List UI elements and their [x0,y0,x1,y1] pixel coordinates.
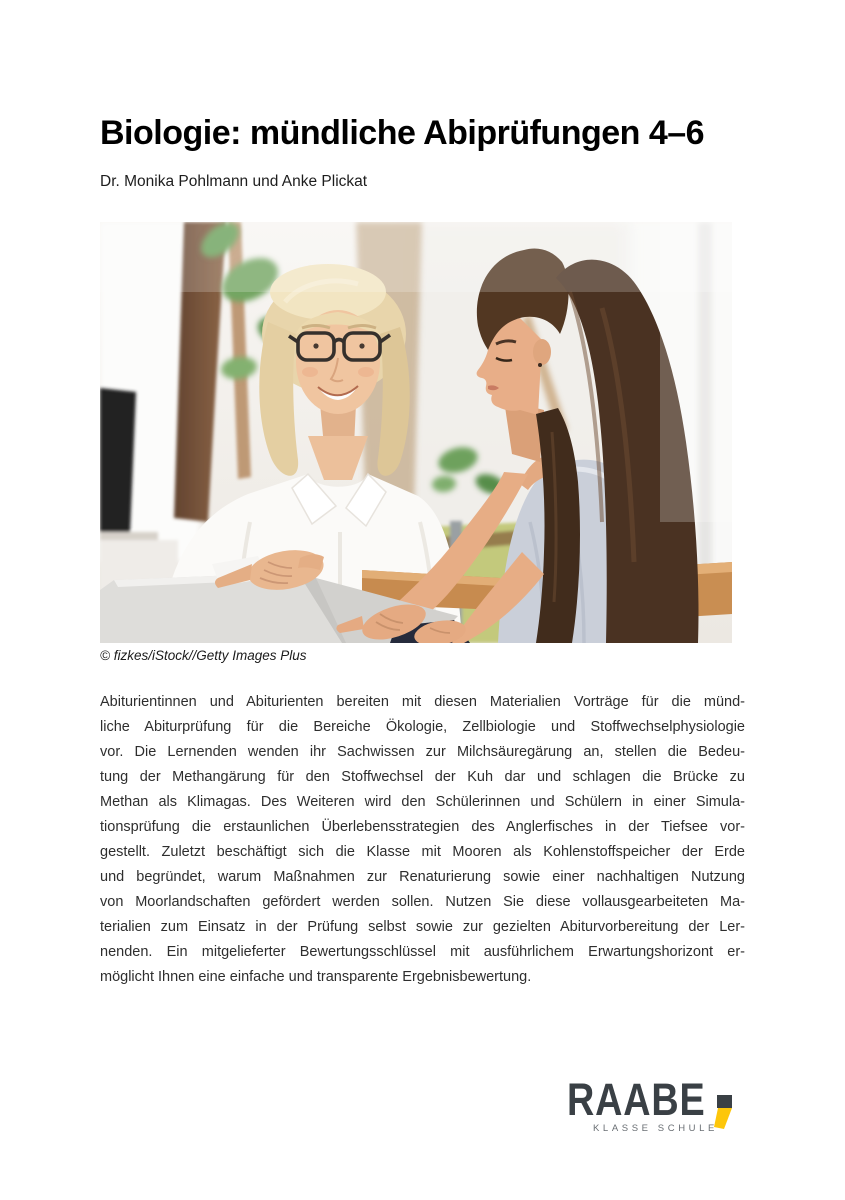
photo-credit: © fizkes/iStock//Getty Images Plus [100,648,307,663]
logo-brand-text: RAABE [567,1074,706,1125]
paragraph-line-12: möglicht Ihnen eine einfache und transparente Ergebnisbewertung. [100,969,532,985]
photo-illustration [100,222,732,643]
paragraph-line-1: Abiturientinnen und Abiturienten bereiten mit diesen Materialien Vorträge für die münd- [100,694,745,710]
logo-brand-row [567,1074,737,1125]
paragraph-line-6: tionsprüfung die erstaunlichen Überlebensstrategien des Anglerfisches in der Tiefsee vor- [100,819,745,835]
paragraph-line-7: gestellt. Zuletzt beschäftigt sich die Klasse mit Mooren als Kohlenstoffspeicher der Erde [100,844,745,860]
logo-tagline: KLASSE SCHULE [593,1123,718,1134]
paragraph-line-4: tung der Methangärung für den Stoffwechsel der Kuh dar und schlagen die Brücke zu [100,769,745,785]
paragraph-line-2: liche Abiturprüfung für die Bereiche Ökologie, Zellbiologie und Stoffwechselphysiologie [100,719,745,735]
raabe-logo [567,1074,737,1134]
paragraph-line-11: nenden. Ein mitgelieferter Bewertungsschlüssel mit ausführlichem Erwartungshorizont er- [100,944,745,960]
paragraph-line-8: und begründet, warum Maßnahmen zur Renaturierung sowie einer nachhaltigen Nutzung [100,869,745,885]
paragraph-line-9: von Moorlandschaften gefördert werden sollen. Nutzen Sie diese vollausgearbeiteten Ma- [100,894,745,910]
intro-paragraph [100,690,745,990]
authors-line: Dr. Monika Pohlmann und Anke Plickat [100,173,368,190]
paragraph-line-5: Methan als Klimagas. Des Weiteren wird den Schülerinnen und Schülern in einer Simula- [100,794,745,810]
paragraph-line-10: terialien zum Einsatz in der Prüfung selbst sowie zur gezielten Abiturvorbereitung der Ler- [100,919,745,935]
paragraph-line-3: vor. Die Lernenden wenden ihr Sachwissen zur Milchsäuregärung an, stellen die Bedeu- [100,744,745,760]
article-photo [100,222,732,643]
page-title: Biologie: mündliche Abiprüfungen 4–6 [100,114,705,152]
